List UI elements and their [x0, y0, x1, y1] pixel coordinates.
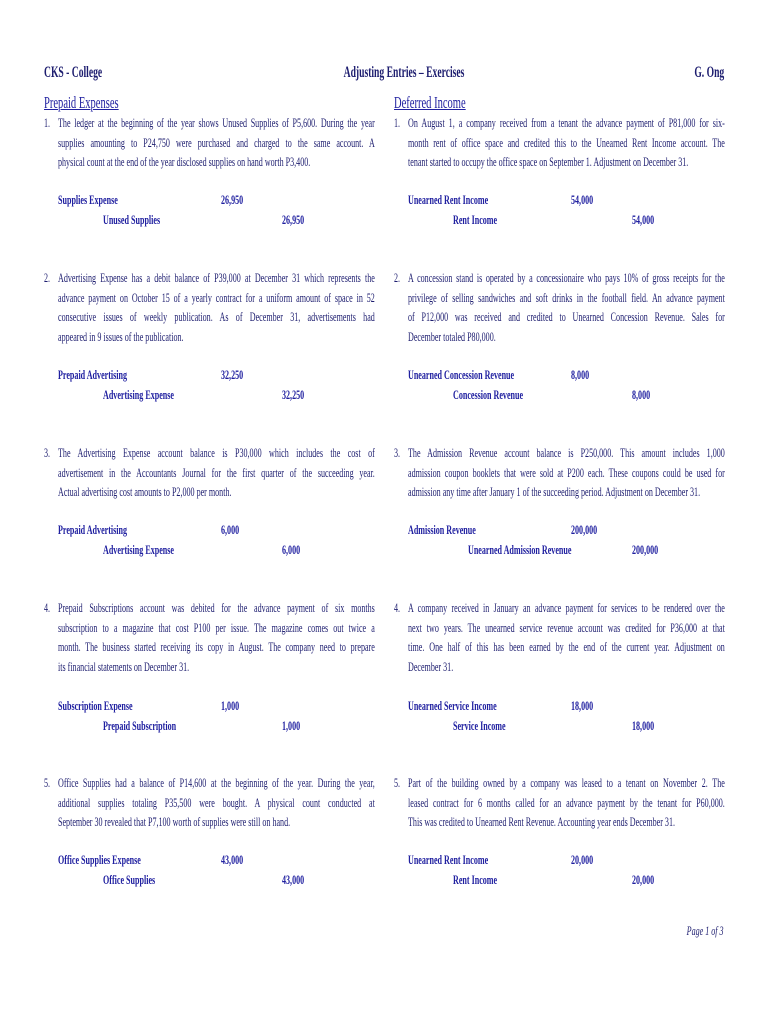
item-number: 4.: [44, 600, 51, 615]
debit-amount: 43,000: [221, 852, 244, 867]
debit-account: Supplies Expense: [58, 192, 118, 207]
credit-amount: 6,000: [282, 542, 301, 557]
item-description: [408, 773, 725, 832]
debit-account: Admission Revenue: [408, 522, 476, 537]
page-number: Page 1 of 3: [687, 923, 724, 938]
item-number: 1.: [44, 115, 51, 130]
description-line: subscription to a magazine that cost P100 per issue. The magazine comes out twice a: [58, 619, 375, 635]
debit-amount: 20,000: [571, 852, 594, 867]
description-line: December totaled P80,000.: [408, 328, 496, 344]
credit-account: Service Income: [453, 718, 506, 733]
item-number: 1.: [394, 115, 401, 130]
item-number: 5.: [394, 775, 401, 790]
description-line: consecutive issues of weekly publication. As of December 31, advertisements had: [58, 309, 375, 325]
debit-account: Subscription Expense: [58, 698, 133, 713]
description-line: physical count at the end of the year disclosed supplies on hand worth P3,400.: [58, 154, 311, 170]
debit-amount: 6,000: [221, 522, 240, 537]
description-line: A company received in January an advance payment for services to be rendered over the: [408, 600, 725, 615]
item-description: [58, 443, 375, 502]
item-description: [58, 598, 375, 676]
description-line: Part of the building owned by a company was leased to a tenant on November 2. The: [408, 775, 725, 790]
journal-entry: [350, 696, 768, 737]
debit-account: Unearned Concession Revenue: [408, 367, 515, 382]
item-description: [408, 113, 725, 172]
credit-amount: 20,000: [632, 872, 655, 887]
description-line: advance payment on October 15 of a yearly contract for a uniform amount of space in 52: [58, 289, 375, 305]
section-heading-deferred-income: Deferred Income: [394, 93, 466, 112]
debit-amount: 54,000: [571, 192, 594, 207]
credit-amount: 18,000: [632, 718, 655, 733]
exercise-item: [350, 773, 768, 853]
description-line: December 31.: [408, 658, 454, 674]
description-line: Actual advertising cost amounts to P2,000 per month.: [58, 484, 232, 500]
debit-account: Prepaid Advertising: [58, 522, 128, 537]
deferred-income-column: [350, 0, 768, 1024]
debit-amount: 26,950: [221, 192, 244, 207]
credit-account: Rent Income: [453, 212, 498, 227]
description-line: On August 1, a company received from a tenant the advance payment of P81,000 for six-: [408, 115, 725, 130]
item-description: [408, 268, 725, 346]
exercise-item: [350, 113, 768, 193]
description-line: advertisement in the Accountants Journal for the first quarter of the succeeding year.: [58, 464, 375, 480]
debit-amount: 18,000: [571, 698, 594, 713]
credit-amount: 26,950: [282, 212, 305, 227]
description-line: admission any time after January 1 of the succeeding period. Adjustment on December 31.: [408, 484, 701, 500]
journal-entry: [350, 520, 768, 561]
debit-account: Unearned Rent Income: [408, 192, 489, 207]
description-line: The Advertising Expense account balance is P30,000 which includes the cost of: [58, 445, 375, 460]
item-number: 2.: [394, 270, 401, 285]
journal-entry: [350, 365, 768, 406]
item-number: 5.: [44, 775, 51, 790]
credit-amount: 54,000: [632, 212, 655, 227]
credit-amount: 200,000: [632, 542, 659, 557]
debit-account: Prepaid Advertising: [58, 367, 128, 382]
description-line: privilege of selling sandwiches and soft drinks in the football field. An advance payment: [408, 289, 725, 305]
description-line: A concession stand is operated by a concessionaire who pays 10% of gross receipts for the: [408, 270, 725, 285]
credit-account: Rent Income: [453, 872, 498, 887]
description-line: its financial statements on December 31.: [58, 658, 190, 674]
institution-name: CKS - College: [44, 64, 103, 81]
debit-amount: 200,000: [571, 522, 598, 537]
description-line: This was credited to Unearned Rent Revenue. Accounting year ends December 31.: [408, 814, 676, 830]
exercise-item: [350, 268, 768, 348]
description-line: month. The business started receiving its copy in August. The company need to prepare: [58, 639, 375, 655]
credit-amount: 32,250: [282, 387, 305, 402]
item-description: [408, 598, 725, 676]
description-line: month rent of office space and credited this to the Unearned Rent Income account. The: [408, 134, 725, 150]
credit-account: Unearned Admission Revenue: [468, 542, 572, 557]
credit-amount: 43,000: [282, 872, 305, 887]
exercise-item: [350, 598, 768, 678]
description-line: leased contract for 6 months called for an advance payment by the tenant for P60,000.: [408, 794, 725, 810]
credit-account: Advertising Expense: [103, 387, 174, 402]
item-description: [58, 113, 375, 172]
debit-amount: 32,250: [221, 367, 244, 382]
description-line: supplies amounting to P24,750 were purchased and charged to the same account. A: [58, 134, 375, 150]
journal-entry: [350, 190, 768, 231]
section-heading-prepaid-expenses: Prepaid Expenses: [44, 93, 119, 112]
description-line: The Admission Revenue account balance is P250,000. This amount includes 1,000: [408, 445, 725, 460]
description-line: of P12,000 was received and credited to Unearned Concession Revenue. Sales for: [408, 309, 725, 325]
debit-account: Unearned Rent Income: [408, 852, 489, 867]
debit-amount: 1,000: [221, 698, 240, 713]
description-line: appeared in 9 issues of the publication.: [58, 328, 184, 344]
debit-account: Office Supplies Expense: [58, 852, 141, 867]
description-line: Prepaid Subscriptions account was debited for the advance payment of six months: [58, 600, 375, 615]
item-description: [408, 443, 725, 502]
description-line: The ledger at the beginning of the year shows Unused Supplies of P5,600. During the year: [58, 115, 375, 130]
description-line: September 30 revealed that P7,100 worth of supplies were still on hand.: [58, 814, 291, 830]
credit-account: Advertising Expense: [103, 542, 174, 557]
journal-entry: [350, 850, 768, 891]
credit-amount: 1,000: [282, 718, 301, 733]
description-line: next two years. The unearned service revenue account was credited for P36,000 at that: [408, 619, 725, 635]
exercise-item: [350, 443, 768, 523]
item-number: 3.: [44, 445, 51, 460]
description-line: tenant started to occupy the office space on September 1. Adjustment on December 31.: [408, 154, 689, 170]
item-number: 2.: [44, 270, 51, 285]
item-description: [58, 773, 375, 832]
description-line: additional supplies totaling P35,500 were bought. A physical count conducted at: [58, 794, 375, 810]
debit-account: Unearned Service Income: [408, 698, 497, 713]
description-line: time. One half of this has been earned by the end of the current year. Adjustment on: [408, 639, 725, 655]
credit-amount: 8,000: [632, 387, 651, 402]
credit-account: Unused Supplies: [103, 212, 161, 227]
item-description: [58, 268, 375, 346]
item-number: 4.: [394, 600, 401, 615]
document-title: Adjusting Entries – Exercises: [343, 64, 465, 81]
credit-account: Office Supplies: [103, 872, 156, 887]
credit-account: Prepaid Subscription: [103, 718, 177, 733]
debit-amount: 8,000: [571, 367, 590, 382]
credit-account: Concession Revenue: [453, 387, 524, 402]
description-line: Office Supplies had a balance of P14,600 at the beginning of the year. During the year,: [58, 775, 375, 790]
description-line: admission coupon booklets that were sold at P200 each. These coupons could be used for: [408, 464, 725, 480]
author-name: G. Ong: [694, 64, 724, 81]
item-number: 3.: [394, 445, 401, 460]
description-line: Advertising Expense has a debit balance of P39,000 at December 31 which represents the: [58, 270, 375, 285]
